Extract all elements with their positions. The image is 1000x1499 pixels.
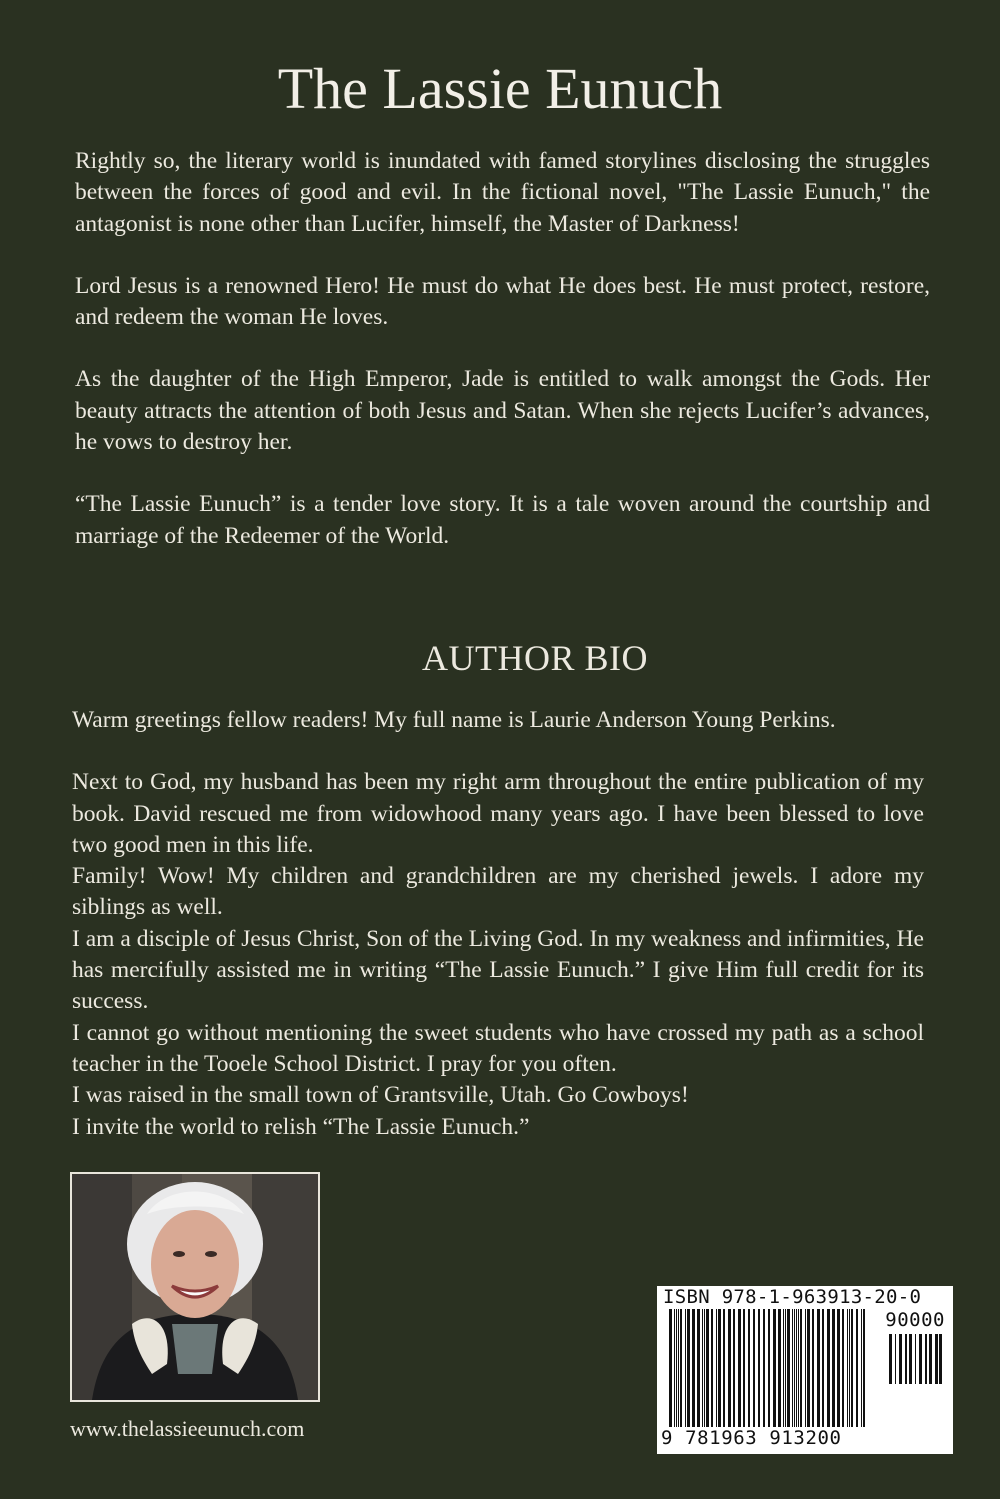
barcode-bar [711,1309,713,1427]
barcode-bar [669,1309,672,1427]
barcode-bar [783,1309,784,1427]
barcode-bar [935,1334,938,1384]
barcode-bar [733,1309,735,1427]
barcode-bar [851,1309,853,1427]
barcode-bar [706,1309,709,1427]
barcode-bar [861,1309,862,1427]
barcode-bar [676,1309,677,1427]
barcode-bar [702,1309,703,1427]
barcode-bar [939,1334,942,1384]
barcode-bar [796,1309,797,1427]
barcode-bar [674,1309,675,1427]
barcode-bar [805,1309,806,1427]
bio-paragraph: I was raised in the small town of Grantsville, Utah. Go Cowboys! [72,1082,689,1109]
barcode-bar [842,1309,844,1427]
barcode-digits: 9 781963 913200 [661,1427,842,1449]
author-photo [70,1172,320,1402]
barcode-bar [763,1309,765,1427]
barcode-bar [718,1309,721,1427]
barcode-bar [889,1334,892,1384]
book-title: The Lassie Eunuch [277,56,723,121]
blurb-paragraph: Lord Jesus is a renowned Hero! He must do what He does best. He must protect, restore, and redeem the woman He loves. [75,272,930,331]
blurb-paragraph: Rightly so, the literary world is inundated with famed storylines disclosing the struggles between the forces of good and evil. In the fictional novel, "The Lassie Eunuch," the antagonist is none other than Lucifer, himself, the Master of Darkness! [75,148,930,237]
barcode-bar [792,1309,793,1427]
barcode-bar [743,1309,745,1427]
bio-paragraph: I invite the world to relish “The Lassie Eunuch.” [72,1113,530,1140]
barcode-bars [661,1309,871,1437]
blurb-paragraph: As the daughter of the High Emperor, Jade is entitled to walk amongst the Gods. Her beauty attracts the attention of both Jesus and Satan. When she rejects Lucifer’s advances, he vows to destroy her. [75,366,930,456]
barcode-bar [895,1334,896,1384]
website-url[interactable]: www.thelassieeunuch.com [70,1416,305,1441]
barcode-bar [758,1309,760,1427]
barcode-bar [817,1309,820,1427]
barcode-bar [800,1309,802,1427]
barcode-bar [847,1309,848,1427]
barcode-bar [807,1309,810,1427]
isbn-barcode [657,1286,953,1454]
barcode-bar [827,1309,830,1427]
barcode-bar [685,1309,686,1427]
barcode-bar [899,1334,902,1384]
barcode-bar [716,1309,717,1427]
author-bio [72,705,924,1143]
barcode-bar [905,1334,907,1384]
author-bio-heading: AUTHOR BIO [422,638,648,678]
barcode-bar [919,1334,922,1384]
author-portrait-illustration [72,1174,318,1400]
price-barcode-bars [887,1334,947,1384]
barcode-bar [748,1309,750,1427]
barcode-bar [697,1309,700,1427]
barcode-bar [856,1309,858,1427]
barcode-bar [680,1309,682,1427]
barcode-bar [728,1309,731,1427]
blurb-paragraph: “The Lassie Eunuch” is a tender love story. It is a tale woven around the courtship and marriage of the Redeemer of the World. [75,491,930,549]
bio-paragraph: I cannot go without mentioning the sweet students who have crossed my path as a school teacher in the Tooele School District. I pray for you often. [72,1019,924,1077]
isbn-label: ISBN 978-1-963913-20-0 [663,1286,922,1308]
bio-paragraph: Next to God, my husband has been my right arm throughout the entire publication of my book. David rescued me from widowhood many years ago. I have been blessed to love two good men in this life. [72,769,924,858]
barcode-bar [692,1309,695,1427]
barcode-bar [785,1309,786,1427]
barcode-bar [778,1309,781,1427]
barcode-bar [812,1309,814,1427]
barcode-bar [929,1334,932,1384]
barcode-bar [925,1334,927,1384]
barcode-bar [704,1309,705,1427]
price-code: 90000 [885,1309,945,1331]
barcode-bar [837,1309,840,1427]
bio-paragraph: Family! Wow! My children and grandchildren are my cherished jewels. I adore my siblings as well. [72,863,924,921]
barcode-bar [822,1309,824,1427]
barcode-bar [723,1309,725,1427]
barcode-bar [753,1309,755,1427]
barcode-bar [738,1309,741,1427]
barcode-bar [794,1309,795,1427]
barcode-bar [915,1334,916,1384]
barcode-bar [678,1309,679,1427]
barcode-bar [687,1309,690,1427]
barcode-bar [863,1309,865,1427]
barcode-bar [773,1309,776,1427]
bio-paragraph: Warm greetings fellow readers! My full name is Laurie Anderson Young Perkins. [72,707,836,733]
barcode-bar [909,1334,912,1384]
bio-paragraph: I am a disciple of Jesus Christ, Son of the Living God. In my weakness and infirmities, He has mercifully assisted me in writing “The Lassie Eunuch.” I give Him full credit for its success. [72,925,924,1015]
book-blurb [75,146,930,583]
barcode-bar [787,1309,790,1427]
barcode-bar [768,1309,770,1427]
barcode-bar [798,1309,799,1427]
barcode-bar [832,1309,835,1427]
barcode-bar [849,1309,850,1427]
